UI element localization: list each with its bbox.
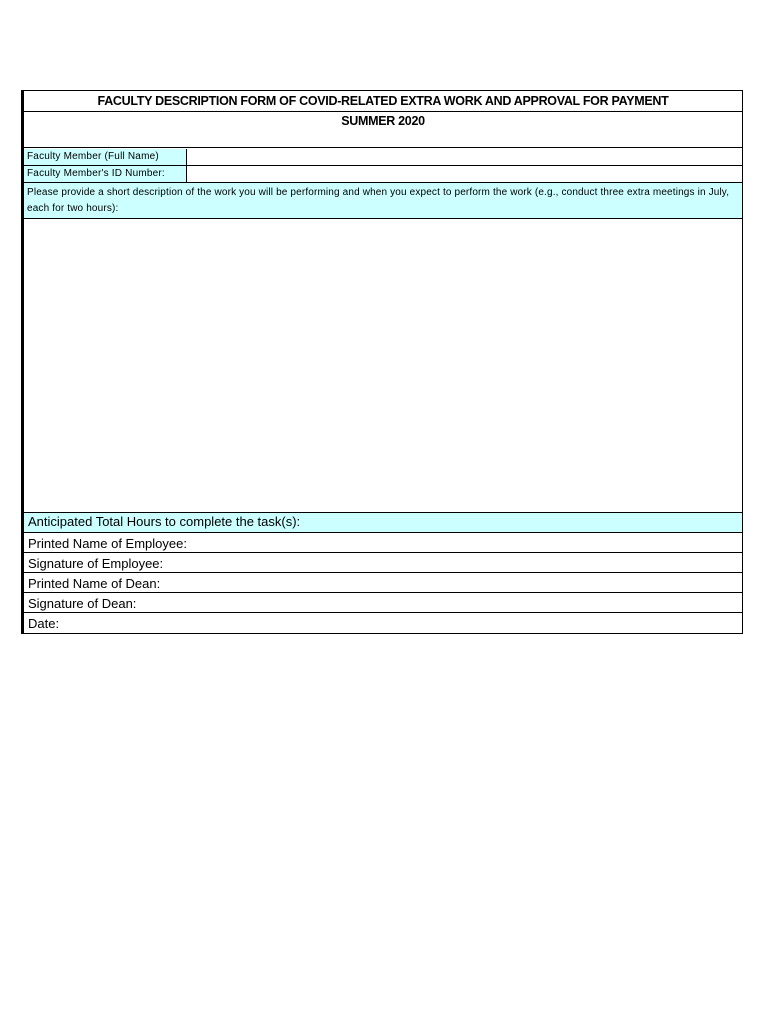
form-title: FACULTY DESCRIPTION FORM OF COVID-RELATED EXTRA WORK AND APPROVAL FOR PAYMENT (24, 91, 742, 112)
anticipated-hours-label[interactable]: Anticipated Total Hours to complete the task(s): (24, 513, 742, 533)
work-description-instructions: Please provide a short description of the work you will be performing and when you expect to perform the work (e.g., conduct three extra meetings in July, each for two hours): (24, 183, 742, 219)
faculty-id-label: Faculty Member's ID Number: (24, 166, 187, 182)
printed-name-dean-line[interactable]: Printed Name of Dean: (24, 573, 742, 593)
signature-employee-line[interactable]: Signature of Employee: (24, 553, 742, 573)
faculty-name-label: Faculty Member (Full Name) (24, 149, 187, 165)
signature-dean-line[interactable]: Signature of Dean: (24, 593, 742, 613)
faculty-id-field[interactable] (187, 166, 742, 182)
faculty-name-row (24, 149, 742, 166)
work-description-field[interactable] (24, 220, 742, 513)
form-subtitle: SUMMER 2020 (24, 112, 742, 148)
faculty-name-field[interactable] (187, 149, 742, 165)
covid-extra-work-form (21, 90, 743, 634)
faculty-id-row (24, 166, 742, 183)
printed-name-employee-line[interactable]: Printed Name of Employee: (24, 533, 742, 553)
date-line[interactable]: Date: (28, 616, 60, 631)
